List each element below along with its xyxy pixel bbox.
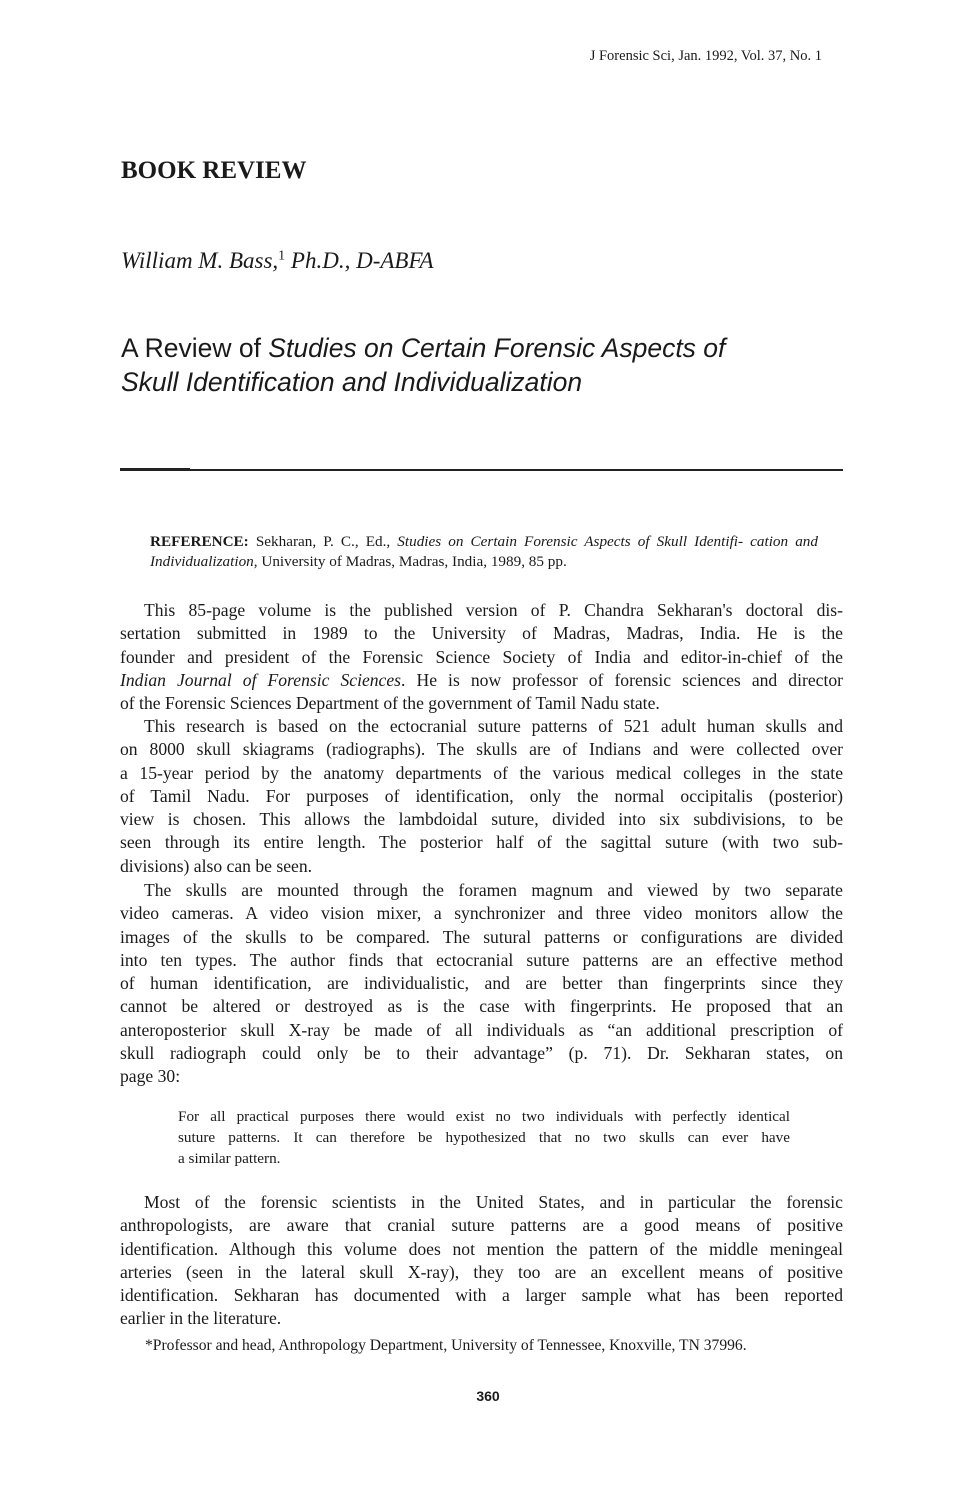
paragraph-1 — [120, 599, 843, 715]
author-credentials: Ph.D., D-ABFA — [285, 248, 434, 273]
text-line: founder and president of the Forensic Science Society of India and editor-in-chief of the — [120, 646, 843, 667]
text-line: anteroposterior skull X-ray be made of all individuals as “an additional prescription of — [120, 1019, 843, 1040]
text-line: divisions) also can be seen. — [120, 855, 313, 876]
text-line: Most of the forensic scientists in the United States, and in particular the forensic — [144, 1192, 843, 1212]
text-line: identification. Although this volume does not mention the pattern of the middle meningeal — [120, 1238, 843, 1259]
text-line: a similar pattern. — [178, 1150, 281, 1167]
text-line: suture patterns. It can therefore be hypothesized that no two skulls can ever have — [178, 1129, 790, 1146]
section-heading: BOOK REVIEW — [121, 157, 307, 184]
reference-publisher: , University of Madras, Madras, India, 1989, 85 pp. — [253, 553, 567, 570]
text-line: skull radiograph could only be to their advantage” (p. 71). Dr. Sekharan states, on — [120, 1043, 843, 1064]
article-title-line-2 — [121, 367, 582, 398]
paragraph-3 — [120, 879, 843, 1089]
footnote: *Professor and head, Anthropology Department, University of Tennessee, Knoxville, TN 37996. — [145, 1337, 747, 1354]
footnote-mark: 1 — [278, 248, 286, 264]
paragraph-2 — [120, 715, 843, 878]
article-title-line-1 — [121, 333, 725, 364]
text-line: sertation submitted in 1989 to the University of Madras, Madras, India. He is the — [120, 623, 843, 644]
text-line: images of the skulls to be compared. The sutural patterns or configurations are divided — [120, 926, 843, 947]
text-line: on 8000 skull skiagrams (radiographs). The skulls are of Indians and were collected over — [120, 739, 843, 760]
text-line: of Tamil Nadu. For purposes of identification, only the normal occipitalis (posterior) — [120, 785, 843, 806]
reference-label: REFERENCE: — [150, 533, 249, 550]
text-line: a 15-year period by the anatomy departments of the various medical colleges in the state — [120, 762, 843, 783]
title-italic-1: Studies on Certain Forensic Aspects of — [268, 333, 726, 363]
text-line: identification. Sekharan has documented with a larger sample what has been reported — [120, 1285, 843, 1306]
text-line — [120, 669, 843, 692]
author-name: William M. Bass, — [121, 248, 279, 273]
paragraph-4 — [120, 1191, 843, 1331]
text-line: of the Forensic Sciences Department of the government of Tamil Nadu state. — [120, 693, 660, 714]
title-italic-2: Skull Identification and Individualization — [121, 367, 583, 397]
text-line: page 30: — [120, 1066, 181, 1087]
text-line: cannot be altered or destroyed as is the case with fingerprints. He proposed that an — [120, 996, 843, 1017]
text-line: anthropologists, are aware that cranial suture patterns are a good means of positive — [120, 1215, 843, 1236]
author-line — [121, 248, 434, 274]
text-line: For all practical purposes there would exist no two individuals with perfectly identical — [178, 1108, 790, 1125]
page-number: 360 — [476, 1388, 500, 1404]
title-prefix: A Review of — [121, 333, 269, 363]
reference-block — [150, 532, 818, 572]
text-line: into ten types. The author finds that ectocranial suture patterns are an effective method — [120, 949, 843, 970]
text-line: The skulls are mounted through the foramen magnum and viewed by two separate — [144, 880, 843, 900]
block-quote — [178, 1106, 790, 1169]
reference-text: Sekharan, P. C., Ed., — [248, 533, 398, 550]
text-line: This 85-page volume is the published version of P. Chandra Sekharan's doctoral dis- — [144, 600, 843, 620]
text-line: This research is based on the ectocranial suture patterns of 521 adult human skulls and — [144, 716, 843, 736]
reference-book-title: Studies on Certain Forensic Aspects of Skull Identifi- cation and Individualization — [150, 533, 818, 570]
running-head: J Forensic Sci, Jan. 1992, Vol. 37, No. 1 — [589, 48, 822, 64]
text-line: earlier in the literature. — [120, 1308, 282, 1329]
text-line: seen through its entire length. The posterior half of the sagittal suture (with two sub- — [120, 832, 843, 853]
divider — [120, 469, 843, 471]
text-line: video cameras. A video vision mixer, a synchronizer and three video monitors allow the — [120, 903, 843, 924]
journal-title: Indian Journal of Forensic Sciences — [120, 669, 402, 690]
text-line: view is chosen. This allows the lambdoidal suture, divided into six subdivisions, to be — [120, 809, 843, 830]
text-segment: . He is now professor of forensic sciences and director — [401, 669, 843, 690]
text-line: of human identification, are individualistic, and are better than fingerprints since they — [120, 973, 843, 994]
text-line: arteries (seen in the lateral skull X-ray), they too are an excellent means of positive — [120, 1261, 843, 1282]
